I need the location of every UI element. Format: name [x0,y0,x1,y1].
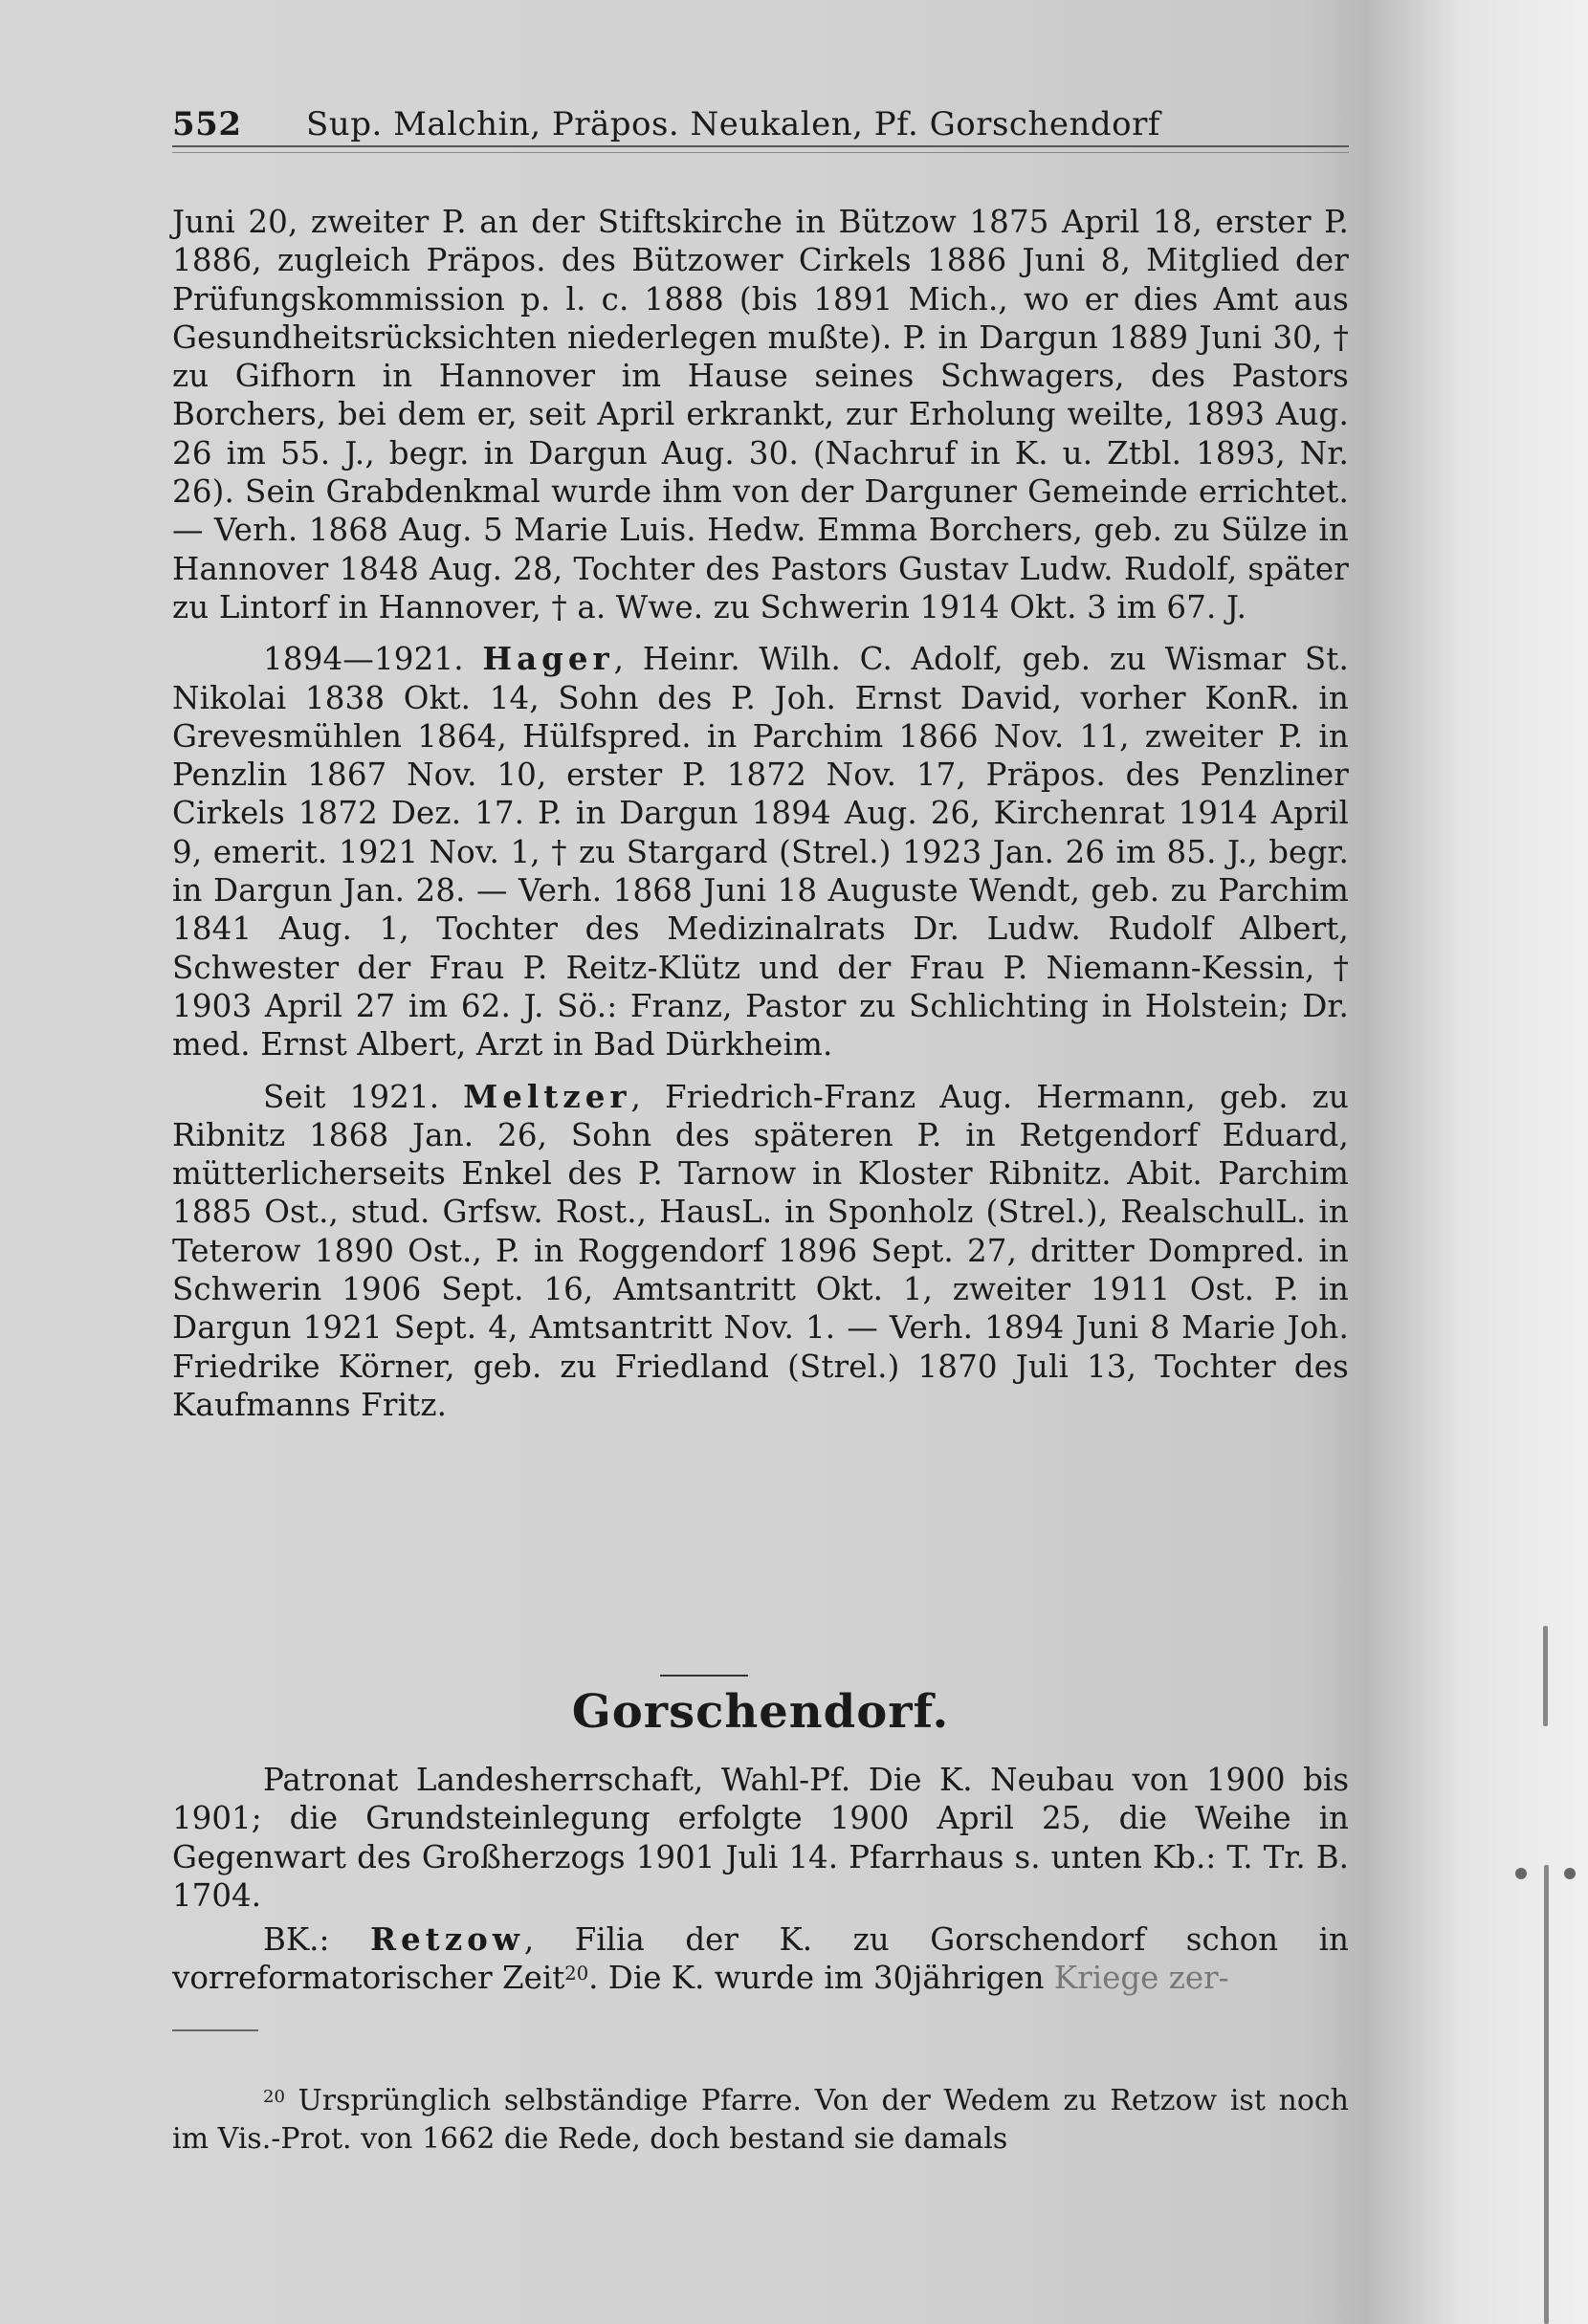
main-text [172,203,1349,1424]
running-head-title: Sup. Malchin, Präpos. Neukalen, Pf. Gorschendorf [306,105,1160,143]
paragraph-rest: . Die K. wurde im 30jährigen [588,1960,1054,1997]
page-number: 552 [172,105,242,143]
header-rule [172,145,1349,153]
section-text [172,1755,1349,1998]
scan-speck [1564,1868,1576,1879]
footnote-rule [172,2029,258,2031]
entry-hager [172,640,1349,1063]
footnote-text: Ursprünglich selbständige Pfarre. Von der Wedem zu Retzow ist noch im Vis.-Prot. von 1662 die Rede, doch bestand sie damals [172,2084,1349,2156]
entry-years: 1894—1921. [263,641,464,678]
continuation-paragraph: Juni 20, zweiter P. an der Stiftskirche in Bützow 1875 April 18, erster P. 1886, zugleich Präpos. des Bützower Cirkels 1886 Juni 8, Mitglied der Prüfungskommission p. l. c. 1888 (bis 1891 Mich., wo er dies Amt aus Gesundheitsrücksichten niederlegen mußte). P. in Dargun 1889 Juni 30, † zu Gifhorn in Hannover im Hause seines Schwagers, des Pastors Borchers, bei dem er, seit April erkrankt, zur Erholung weilte, 1893 Aug. 26 im 55. J., begr. in Dargun Aug. 30. (Nachruf in K. u. Ztbl. 1893, Nr. 26). Sein Grabdenkmal wurde ihm von der Darguner Gemeinde errichtet. — Verh. 1868 Aug. 5 Marie Luis. Hedw. Emma Borchers, geb. zu Sülze in Hannover 1848 Aug. 28, Tochter des Pastors Gustav Ludw. Rudolf, später zu Lintorf in Hannover, † a. Wwe. zu Schwerin 1914 Okt. 3 im 67. J. [172,204,1349,625]
scan-speck [1515,1868,1527,1879]
footnote-reference[interactable]: 20 [564,1962,589,1985]
entry-surname: Hager [482,640,614,678]
entry-surname: Meltzer [463,1077,631,1115]
entry-text: , Friedrich-Franz Aug. Hermann, geb. zu Ribnitz 1868 Jan. 26, Sohn des späteren P. in Retgendorf Eduard, mütterlicherseits Enkel des P. Tarnow in Kloster Ribnitz. Abit. Parchim 1885 Ost., stud. Grfsw. Rost., HausL. in Sponholz (Strel.), RealschulL. in Teterow 1890 Ost., P. in Roggendorf 1896 Sept. 27, dritter Dompred. in Schwerin 1906 Sept. 16, Amtsantritt Okt. 1, zweiter 1911 Ost. P. in Dargun 1921 Sept. 4, Amtsantritt Nov. 1. — Verh. 1894 Juni 8 Marie Joh. Friedrike Körner, geb. zu Friedland (Strel.) 1870 Juli 13, Tochter des Kaufmanns Fritz. [172,1078,1350,1423]
section-divider [660,1675,748,1677]
faded-text: Kriege zer- [1053,1960,1229,1997]
entry-meltzer [172,1078,1349,1425]
page-edge-mark [1544,1865,1549,2324]
section-paragraph-1: Patronat Landesherrschaft, Wahl-Pf. Die K. Neubau von 1900 bis 1901; die Grundsteinlegung erfolgte 1900 April 25, die Weihe in Gegenwart des Großherzogs 1901 Juli 14. Pfarrhaus s. unten Kb.: T. Tr. B. 1704. [172,1762,1349,1914]
footnote [172,2082,1349,2159]
paragraph-lead: BK.: [263,1921,370,1959]
paragraph-text: , Filia der K. zu Gorschendorf schon in vorreformatorischer Zeit [172,1921,1349,1997]
entry-text: , Heinr. Wilh. C. Adolf, geb. zu Wismar St. Nikolai 1838 Okt. 14, Sohn des P. Joh. Ernst David, vorher KonR. in Grevesmühlen 1864, Hülfspred. in Parchim 1866 Nov. 11, zweiter P. in Penzlin 1867 Nov. 10, erster P. 1872 Nov. 17, Präpos. des Penzliner Cirkels 1872 Dez. 17. P. in Dargun 1894 Aug. 26, Kirchenrat 1914 April 9, emerit. 1921 Nov. 1, † zu Stargard (Strel.) 1923 Jan. 26 im 85. J., begr. in Dargun Jan. 28. — Verh. 1868 Juni 18 Auguste Wendt, geb. zu Parchim 1841 Aug. 1, Tochter des Medizinalrats Dr. Ludw. Rudolf Albert, Schwester der Frau P. Reitz-Klütz und der Frau P. Niemann-Kessin, † 1903 April 27 im 62. J. Sö.: Franz, Pastor zu Schlichting in Holstein; Dr. med. Ernst Albert, Arzt in Bad Dürkheim. [172,641,1349,1063]
place-name: Retzow [370,1920,524,1959]
section-paragraph-2 [172,1920,1349,1998]
page-edge-mark [1543,1626,1548,1726]
entry-years: Seit 1921. [263,1078,440,1115]
footnote-marker: 20 [263,2087,285,2107]
section-heading: Gorschendorf. [571,1685,950,1739]
